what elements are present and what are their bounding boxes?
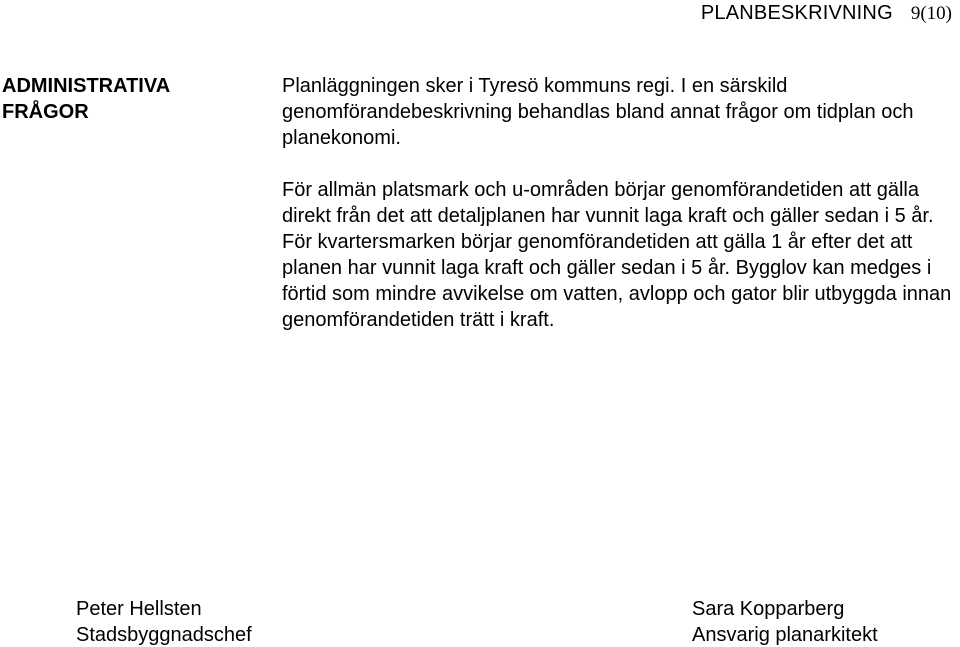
- section-heading: [2, 73, 232, 125]
- signature-left-name: Peter Hellsten: [76, 598, 202, 620]
- paragraph-implementation-period: För allmän platsmark och u-områden börjar genomförandetiden att gälla direkt från det att detaljplanen har vunnit laga kraft och gäller sedan i 5 år. För kvartersmarken börjar genomförandetiden att gälla 1 år efter det att planen har vunnit laga kraft och gäller sedan i 5 år. Bygglov kan medges i förtid som mindre avvikelse om vatten, avlopp och gator blir utbyggda innan genomförandetiden trätt i kraft.: [282, 179, 952, 331]
- page-header: [701, 0, 952, 26]
- section-heading-line-1: ADMINISTRATIVA: [2, 75, 171, 97]
- document-title: PLANBESKRIVNING: [700, 2, 893, 24]
- signature-right: [692, 596, 878, 647]
- page-number: 9(10): [910, 3, 952, 24]
- signature-left-title: Stadsbyggnadschef: [76, 624, 252, 646]
- signature-right-title: Ansvarig planarkitekt: [692, 624, 878, 646]
- signature-left: [76, 596, 252, 647]
- paragraph-planning: Planläggningen sker i Tyresö kommuns regi. I en särskild genomförandebeskrivning behandlas bland annat frågor om tidplan och planekonomi.: [282, 75, 914, 149]
- section-heading-line-2: FRÅGOR: [2, 101, 89, 123]
- signature-right-name: Sara Kopparberg: [692, 598, 845, 620]
- section-body: [282, 73, 952, 333]
